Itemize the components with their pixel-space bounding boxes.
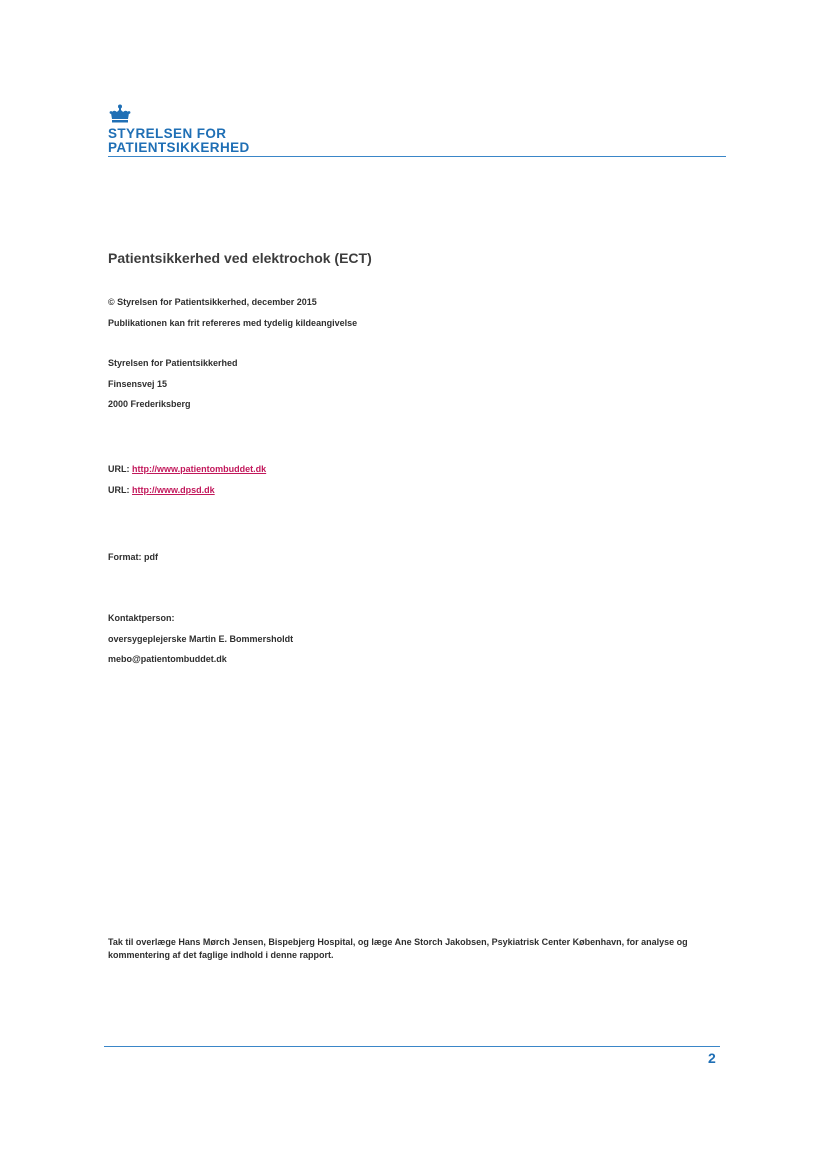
- url-row-2: [108, 485, 215, 495]
- contact-name: oversygeplejerske Martin E. Bommersholdt: [108, 634, 294, 644]
- address-org: Styrelsen for Patientsikkerhed: [108, 358, 238, 368]
- address-city: 2000 Frederiksberg: [108, 399, 191, 409]
- url-link-dpsd[interactable]: http://www.dpsd.dk: [132, 485, 215, 495]
- url-label: URL:: [108, 464, 130, 474]
- logo-text-line1: STYRELSEN FOR: [108, 126, 227, 141]
- page-number: 2: [708, 1050, 716, 1066]
- logo-text-line2: PATIENTSIKKERHED: [108, 140, 250, 155]
- crown-icon: [108, 104, 132, 126]
- acknowledgement-text: Tak til overlæge Hans Mørch Jensen, Bispebjerg Hospital, og læge Ane Storch Jakobsen, Psykiatrisk Center København, for analyse og kommentering af det faglige indhold i denne rapport.: [108, 937, 688, 960]
- contact-heading: Kontaktperson:: [108, 613, 175, 623]
- header-divider: [108, 156, 726, 157]
- citation-line: Publikationen kan frit refereres med tydelig kildeangivelse: [108, 318, 358, 328]
- address-street: Finsensvej 15: [108, 379, 168, 389]
- document-title: Patientsikkerhed ved elektrochok (ECT): [108, 250, 372, 266]
- footer-divider: [104, 1046, 720, 1047]
- copyright-line: © Styrelsen for Patientsikkerhed, december 2015: [108, 297, 317, 307]
- format-line: Format: pdf: [108, 552, 158, 562]
- url-label: URL:: [108, 485, 130, 495]
- contact-email[interactable]: mebo@patientombuddet.dk: [108, 654, 227, 664]
- url-link-patientombuddet[interactable]: http://www.patientombuddet.dk: [132, 464, 267, 474]
- url-row-1: [108, 464, 266, 474]
